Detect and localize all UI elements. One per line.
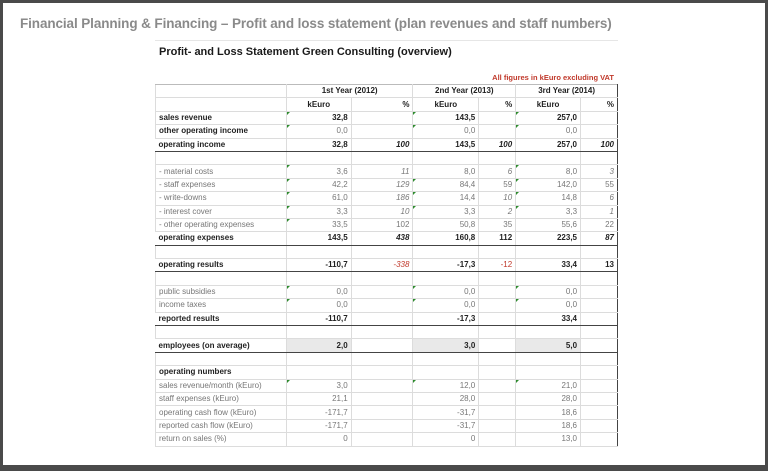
row-staff-expenses-k <box>156 392 618 405</box>
cell[interactable]: 143,5 <box>413 138 479 151</box>
cell[interactable]: 0,0 <box>413 285 479 298</box>
cell[interactable]: 0,0 <box>516 299 581 312</box>
divider <box>155 40 618 41</box>
unit-kEuro: kEuro <box>286 98 351 111</box>
profit-loss-table <box>155 84 618 447</box>
row-material-costs <box>156 165 618 178</box>
row-operating-cash-flow <box>156 406 618 419</box>
cell[interactable] <box>479 125 516 138</box>
cell[interactable] <box>581 379 618 392</box>
cell[interactable] <box>351 433 413 446</box>
row-return-on-sales <box>156 433 618 446</box>
row-label: public subsidies <box>156 285 287 298</box>
cell[interactable]: 6 <box>479 165 516 178</box>
cell[interactable] <box>351 339 413 352</box>
unit-pct: % <box>351 98 413 111</box>
cell[interactable] <box>351 392 413 405</box>
cell[interactable]: 8,0 <box>516 165 581 178</box>
cell[interactable]: 21,1 <box>286 392 351 405</box>
cell[interactable]: 129 <box>351 178 413 191</box>
row-other-operating-expenses <box>156 218 618 231</box>
row-operating-income <box>156 138 618 151</box>
row-label: sales revenue <box>156 111 287 124</box>
cell[interactable] <box>479 285 516 298</box>
cell[interactable] <box>581 406 618 419</box>
year-3-header: 3rd Year (2014) <box>516 85 618 98</box>
cell[interactable]: 10 <box>479 192 516 205</box>
unit-header-row <box>156 98 618 111</box>
cell[interactable]: 55,6 <box>516 218 581 231</box>
row-label: operating income <box>156 138 287 151</box>
cell[interactable]: 3,3 <box>286 205 351 218</box>
unit-pct: % <box>581 98 618 111</box>
cell[interactable] <box>479 299 516 312</box>
spacer-row <box>156 326 618 339</box>
row-label: - material costs <box>156 165 287 178</box>
cell[interactable]: 18,6 <box>516 419 581 432</box>
cell[interactable]: 8,0 <box>413 165 479 178</box>
cell[interactable]: 100 <box>581 138 618 151</box>
year-header-row <box>156 85 618 98</box>
cell[interactable]: 5,0 <box>516 339 581 352</box>
cell[interactable]: 100 <box>351 138 413 151</box>
spacer-row <box>156 352 618 365</box>
row-label: return on sales (%) <box>156 433 287 446</box>
cell[interactable]: 257,0 <box>516 138 581 151</box>
cell[interactable]: 11 <box>351 165 413 178</box>
cell[interactable]: 0,0 <box>286 299 351 312</box>
cell[interactable]: 50,8 <box>413 218 479 231</box>
row-label: staff expenses (kEuro) <box>156 392 287 405</box>
cell[interactable] <box>351 312 413 325</box>
cell[interactable]: -110,7 <box>286 259 351 272</box>
empty-cell <box>156 98 287 111</box>
row-write-downs <box>156 192 618 205</box>
cell[interactable]: 0,0 <box>516 285 581 298</box>
cell[interactable]: -338 <box>351 259 413 272</box>
cell[interactable]: 0,0 <box>286 285 351 298</box>
cell[interactable]: 2 <box>479 205 516 218</box>
cell[interactable]: 59 <box>479 178 516 191</box>
spacer-row <box>156 245 618 258</box>
row-staff-expenses <box>156 178 618 191</box>
cell[interactable]: -171,7 <box>286 406 351 419</box>
cell[interactable] <box>351 419 413 432</box>
cell[interactable] <box>479 379 516 392</box>
row-sales-revenue <box>156 111 618 124</box>
cell[interactable]: 32,8 <box>286 138 351 151</box>
cell[interactable] <box>479 339 516 352</box>
cell[interactable]: 28,0 <box>413 392 479 405</box>
cell[interactable]: 143,5 <box>413 111 479 124</box>
cell[interactable]: 22 <box>581 218 618 231</box>
cell[interactable]: 3,3 <box>413 205 479 218</box>
cell[interactable]: 18,6 <box>516 406 581 419</box>
row-other-operating-income <box>156 125 618 138</box>
cell[interactable]: 6 <box>581 192 618 205</box>
cell[interactable]: -31,7 <box>413 406 479 419</box>
cell[interactable] <box>581 392 618 405</box>
cell[interactable]: 13,0 <box>516 433 581 446</box>
cell[interactable]: 0 <box>413 433 479 446</box>
cell[interactable]: 223,5 <box>516 232 581 245</box>
cell[interactable]: 35 <box>479 218 516 231</box>
cell[interactable]: 55 <box>581 178 618 191</box>
cell[interactable]: 21,0 <box>516 379 581 392</box>
unit-kEuro: kEuro <box>516 98 581 111</box>
cell[interactable] <box>351 125 413 138</box>
cell[interactable]: 3,0 <box>286 379 351 392</box>
cell[interactable]: 257,0 <box>516 111 581 124</box>
cell[interactable]: 0,0 <box>286 125 351 138</box>
cell[interactable]: -171,7 <box>286 419 351 432</box>
slide-title: Financial Planning & Financing – Profit and loss statement (plan revenues and staff numbers) <box>20 16 612 31</box>
cell[interactable] <box>351 285 413 298</box>
cell[interactable] <box>351 111 413 124</box>
row-label: income taxes <box>156 299 287 312</box>
cell[interactable]: 160,8 <box>413 232 479 245</box>
cell[interactable] <box>479 406 516 419</box>
row-label: reported results <box>156 312 287 325</box>
cell[interactable]: 143,5 <box>286 232 351 245</box>
cell[interactable] <box>581 419 618 432</box>
cell[interactable]: 42,2 <box>286 178 351 191</box>
unit-pct: % <box>479 98 516 111</box>
cell[interactable]: -110,7 <box>286 312 351 325</box>
cell[interactable]: -12 <box>479 259 516 272</box>
row-label: - staff expenses <box>156 178 287 191</box>
row-label: operating cash flow (kEuro) <box>156 406 287 419</box>
cell[interactable] <box>479 392 516 405</box>
row-label: other operating income <box>156 125 287 138</box>
cell[interactable]: 87 <box>581 232 618 245</box>
cell[interactable]: 14,8 <box>516 192 581 205</box>
cell[interactable]: 112 <box>479 232 516 245</box>
slide <box>3 3 765 465</box>
cell[interactable]: 0,0 <box>516 125 581 138</box>
cell[interactable]: 142,0 <box>516 178 581 191</box>
row-label: - write-downs <box>156 192 287 205</box>
cell[interactable]: 1 <box>581 205 618 218</box>
cell[interactable] <box>479 111 516 124</box>
row-income-taxes <box>156 299 618 312</box>
row-label: - other operating expenses <box>156 218 287 231</box>
cell[interactable]: -31,7 <box>413 419 479 432</box>
section-heading: operating numbers <box>156 366 287 379</box>
cell[interactable]: -17,3 <box>413 312 479 325</box>
cell[interactable]: 186 <box>351 192 413 205</box>
row-reported-results <box>156 312 618 325</box>
cell[interactable] <box>479 433 516 446</box>
cell[interactable] <box>581 433 618 446</box>
cell[interactable] <box>581 285 618 298</box>
row-label: operating results <box>156 259 287 272</box>
row-operating-expenses <box>156 232 618 245</box>
cell[interactable]: 84,4 <box>413 178 479 191</box>
empty-cell <box>156 85 287 98</box>
year-1-header: 1st Year (2012) <box>286 85 413 98</box>
cell[interactable]: 102 <box>351 218 413 231</box>
row-interest-cover <box>156 205 618 218</box>
sheet-title: Profit- and Loss Statement Green Consulting (overview) <box>159 46 452 58</box>
cell[interactable]: 28,0 <box>516 392 581 405</box>
cell[interactable]: 14,4 <box>413 192 479 205</box>
row-label: operating expenses <box>156 232 287 245</box>
cell[interactable] <box>581 111 618 124</box>
row-sales-revenue-month <box>156 379 618 392</box>
unit-kEuro: kEuro <box>413 98 479 111</box>
cell[interactable] <box>479 312 516 325</box>
row-operating-results <box>156 259 618 272</box>
row-operating-numbers-heading <box>156 366 618 379</box>
cell[interactable]: 10 <box>351 205 413 218</box>
cell[interactable]: 0,0 <box>413 125 479 138</box>
cell[interactable]: 438 <box>351 232 413 245</box>
row-public-subsidies <box>156 285 618 298</box>
cell[interactable] <box>581 299 618 312</box>
cell[interactable]: 3 <box>581 165 618 178</box>
row-label: employees (on average) <box>156 339 287 352</box>
cell[interactable] <box>581 125 618 138</box>
cell[interactable]: 13 <box>581 259 618 272</box>
spacer-row <box>156 151 618 164</box>
cell[interactable]: 100 <box>479 138 516 151</box>
cell[interactable]: 33,4 <box>516 259 581 272</box>
cell[interactable] <box>581 339 618 352</box>
cell[interactable] <box>351 406 413 419</box>
row-employees <box>156 339 618 352</box>
cell[interactable]: 33,5 <box>286 218 351 231</box>
row-label: reported cash flow (kEuro) <box>156 419 287 432</box>
row-label: sales revenue/month (kEuro) <box>156 379 287 392</box>
cell[interactable]: 3,0 <box>413 339 479 352</box>
cell[interactable] <box>351 379 413 392</box>
cell[interactable]: -17,3 <box>413 259 479 272</box>
cell[interactable] <box>351 299 413 312</box>
cell[interactable]: 0 <box>286 433 351 446</box>
cell[interactable]: 12,0 <box>413 379 479 392</box>
spacer-row <box>156 272 618 285</box>
cell[interactable] <box>479 419 516 432</box>
year-2-header: 2nd Year (2013) <box>413 85 516 98</box>
cell[interactable]: 3,3 <box>516 205 581 218</box>
cell[interactable]: 3,6 <box>286 165 351 178</box>
row-reported-cash-flow <box>156 419 618 432</box>
cell[interactable] <box>581 312 618 325</box>
cell[interactable]: 0,0 <box>413 299 479 312</box>
currency-note: All figures in kEuro excluding VAT <box>492 73 614 82</box>
cell[interactable]: 61,0 <box>286 192 351 205</box>
cell[interactable]: 2,0 <box>286 339 351 352</box>
cell[interactable]: 33,4 <box>516 312 581 325</box>
cell[interactable]: 32,8 <box>286 111 351 124</box>
row-label: - interest cover <box>156 205 287 218</box>
